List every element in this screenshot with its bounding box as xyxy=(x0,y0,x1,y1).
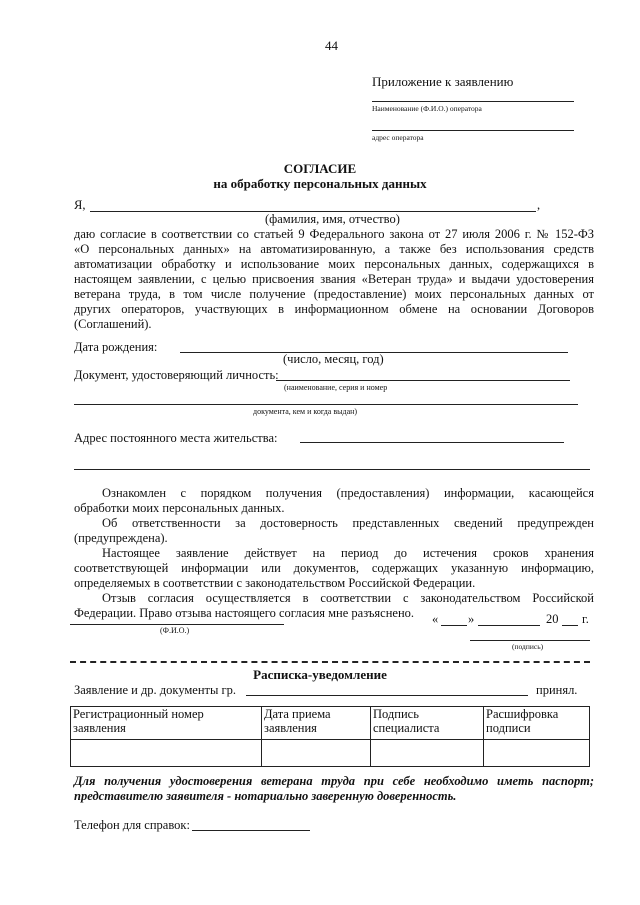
consent-line: ветерана труда, в том числе получение (предоставление) моих персональных данных от xyxy=(74,287,594,301)
consent-i-prefix: Я, xyxy=(74,198,86,212)
operator-address-caption: адрес оператора xyxy=(372,133,424,142)
date-year-line[interactable] xyxy=(562,625,578,626)
table-header-cell: Подпись специалиста xyxy=(371,707,484,740)
date-year-suffix: г. xyxy=(582,612,589,626)
ack-line: Федерации. Право отзыва настоящего согласия мне разъяснено. xyxy=(74,606,415,620)
document-label: Документ, удостоверяющий личность: xyxy=(74,368,279,382)
consent-line: (Соглашений). xyxy=(74,317,152,331)
appendix-label: Приложение к заявлению xyxy=(372,74,514,89)
page-number: 44 xyxy=(325,38,338,53)
footer-note-line2: представителю заявителя - нотариально заверенную доверенность. xyxy=(74,789,457,803)
address-label: Адрес постоянного места жительства: xyxy=(74,431,278,445)
ack-line: определяемых в соответствии с законодательством Российской Федерации. xyxy=(74,576,476,590)
ack-line: Настоящее заявление действует на период до истечения сроков хранения xyxy=(102,546,594,560)
address-line[interactable] xyxy=(300,442,564,443)
date-day-line[interactable] xyxy=(441,625,467,626)
document-line[interactable] xyxy=(276,380,570,381)
table-header-row xyxy=(71,707,590,740)
receipt-docs-suffix: принял. xyxy=(536,683,578,697)
table-cell[interactable] xyxy=(262,740,371,767)
receipt-title: Расписка-уведомление xyxy=(253,667,387,682)
consent-line: «О персональных данных» на автоматизированную, а также без использования средств xyxy=(74,242,594,256)
title-line2: на обработку персональных данных xyxy=(213,176,427,191)
ack-line: Отзыв согласия осуществляется в соответствии с законодательством Российской xyxy=(102,591,594,605)
ack-line: Об ответственности за достоверность представленных сведений предупрежден xyxy=(102,516,594,530)
document-caption: (наименование, серия и номер xyxy=(284,383,388,392)
footer-note-line1: Для получения удостоверения ветерана труда при себе необходимо иметь паспорт; xyxy=(74,774,594,788)
table-header-cell: Расшифровка подписи xyxy=(484,707,590,740)
table-cell[interactable] xyxy=(71,740,262,767)
table-cell[interactable] xyxy=(371,740,484,767)
operator-address-line[interactable] xyxy=(372,130,574,131)
cut-line xyxy=(70,661,590,663)
address-line-2[interactable] xyxy=(74,469,590,470)
receipt-name-line[interactable] xyxy=(246,695,528,696)
signature-fio-caption: (Ф.И.О.) xyxy=(160,626,190,635)
document-issued-line[interactable] xyxy=(74,404,578,405)
ack-line: соответствующей информации или документов, содержащих указанную информацию, xyxy=(74,561,594,575)
ack-line: Ознакомлен с порядком получения (предоставления) информации, касающейся xyxy=(102,486,594,500)
document-issued-caption: документа, кем и когда выдан) xyxy=(253,407,358,416)
table-header-cell: Регистрационный номер заявления xyxy=(71,707,262,740)
signature-fio-line[interactable] xyxy=(70,624,284,625)
date-month-line[interactable] xyxy=(478,625,540,626)
consent-line: даю согласие в соответствии со статьей 9 Федерального закона от 27 июля 2006 г. № 152-ФЗ xyxy=(74,227,594,241)
consent-line: других операторов, участвующих в информационном обмене на основании Договоров xyxy=(74,302,594,316)
receipt-table xyxy=(70,706,590,767)
date-close-quote: » xyxy=(468,612,475,626)
phone-line[interactable] xyxy=(192,830,310,831)
ack-line: обработки моих персональных данных. xyxy=(74,501,285,515)
date-year-prefix: 20 xyxy=(546,612,559,626)
birth-date-label: Дата рождения: xyxy=(74,340,158,354)
consent-i-suffix: , xyxy=(537,198,541,212)
ack-line: (предупреждена). xyxy=(74,531,168,545)
receipt-docs-prefix: Заявление и др. документы гр. xyxy=(74,683,237,697)
operator-name-line[interactable] xyxy=(372,101,574,102)
title-line1: СОГЛАСИЕ xyxy=(283,161,357,176)
fio-caption: (фамилия, имя, отчество) xyxy=(265,212,400,226)
date-open-quote: « xyxy=(432,612,439,626)
signature-line[interactable] xyxy=(470,640,590,641)
phone-label: Телефон для справок: xyxy=(74,818,190,832)
table-header-cell: Дата приема заявления xyxy=(262,707,371,740)
consent-line: автоматизации обработку и использование моих персональных данных, содержащихся в xyxy=(74,257,594,271)
table-row xyxy=(71,740,590,767)
birth-date-caption: (число, месяц, год) xyxy=(283,352,384,366)
operator-name-caption: Наименование (Ф.И.О.) оператора xyxy=(372,104,482,113)
signature-caption: (подпись) xyxy=(512,642,544,651)
table-cell[interactable] xyxy=(484,740,590,767)
consent-line: настоящем заявлении, с целью присвоения звания «Ветеран труда» и выдачи удостоверения xyxy=(74,272,594,286)
